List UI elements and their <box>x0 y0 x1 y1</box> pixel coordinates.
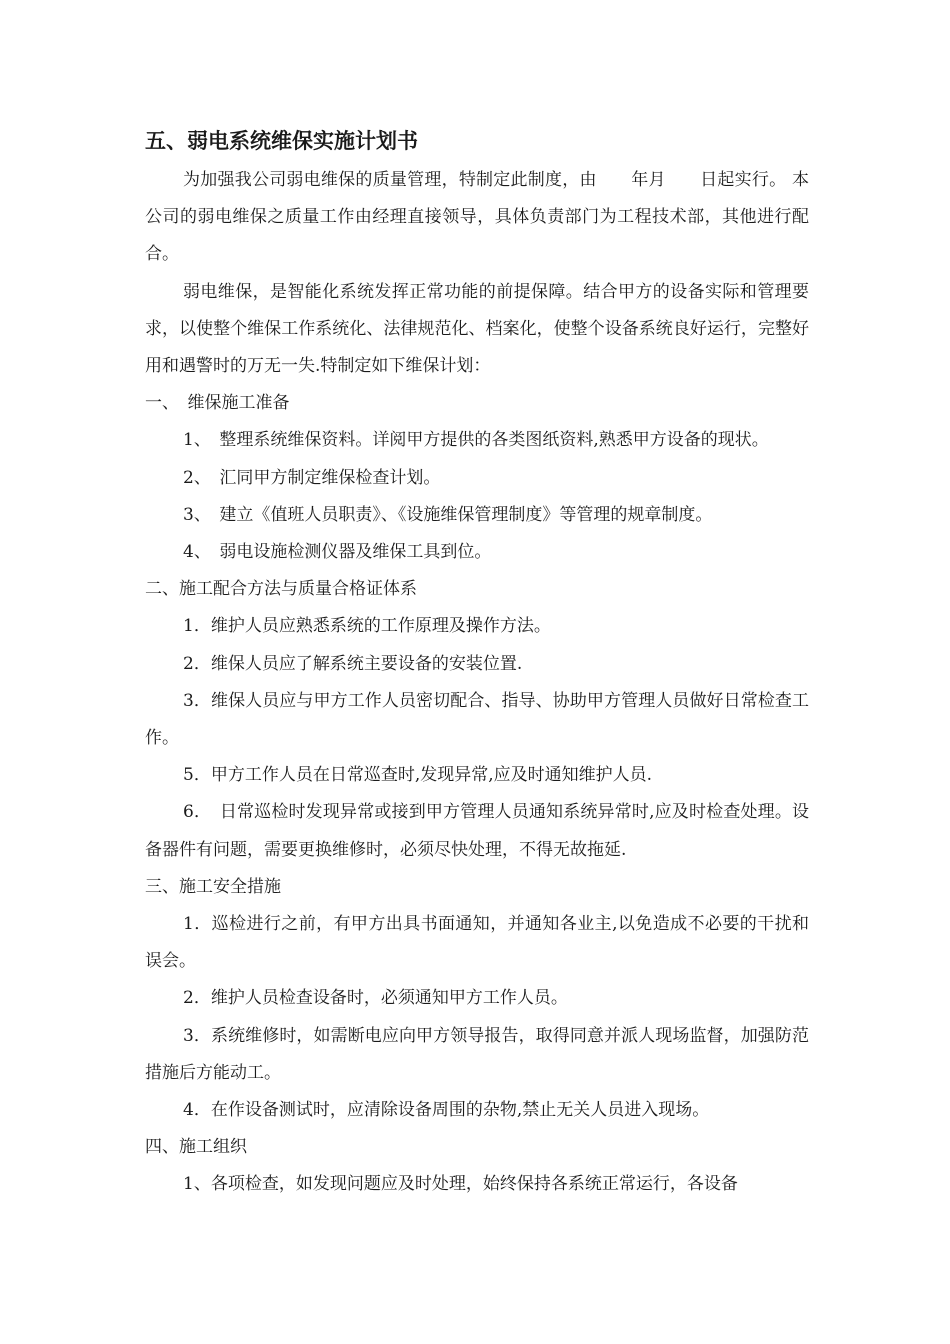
list-item: 3．系统维修时，如需断电应向甲方领导报告，取得同意并派人现场监督，加强防范措施后方能动工。 <box>145 1025 809 1083</box>
paragraph-purpose: 弱电维保，是智能化系统发挥正常功能的前提保障。结合甲方的设备实际和管理要求，以使整个维保工作系统化、法律规范化、档案化，使整个设备系统良好运行，完整好用和遇警时的万无一失.特制定如下维保计划： <box>145 281 809 377</box>
list-item: 3．维保人员应与甲方工作人员密切配合、指导、协助甲方管理人员做好日常检查工作。 <box>145 690 809 749</box>
list-item: 1．巡检进行之前，有甲方出具书面通知，并通知各业主,以免造成不必要的干扰和误会。 <box>145 914 809 972</box>
list-item: 2．维保人员应了解系统主要设备的安装位置. <box>183 653 523 674</box>
paragraph-intro: 为加强我公司弱电维保的质量管理，特制定此制度，由 年月 日起实行。 本公司的弱电维保之质量工作由经理直接领导，具体负责部门为工程技术部，其他进行配合。 <box>145 170 809 265</box>
list-item: 6． 日常巡检时发现异常或接到甲方管理人员通知系统异常时,应及时检查处理。设备器件有问题，需要更换维修时，必须尽快处理，不得无故拖延. <box>145 802 809 860</box>
list-item: 4、 弱电设施检测仪器及维保工具到位。 <box>183 542 492 563</box>
list-item: 4．在作设备测试时，应清除设备周围的杂物,禁止无关人员进入现场。 <box>183 1100 710 1121</box>
list-item: 3、 建立《值班人员职责》、《设施维保管理制度》等管理的规章制度。 <box>183 504 713 525</box>
document-title: 五、弱电系统维保实施计划书 <box>145 128 418 153</box>
list-item: 1、 整理系统维保资料。详阅甲方提供的各类图纸资料,熟悉甲方设备的现状。 <box>183 430 769 451</box>
section-heading-safety: 三、施工安全措施 <box>145 876 281 897</box>
list-item: 2、 汇同甲方制定维保检查计划。 <box>183 467 441 488</box>
document-body <box>145 126 809 1204</box>
section-heading-preparation: 一、 维保施工准备 <box>145 393 290 414</box>
list-item: 1．维护人员应熟悉系统的工作原理及操作方法。 <box>183 616 551 637</box>
list-item: 2．维护人员检查设备时，必须通知甲方工作人员。 <box>183 988 568 1009</box>
section-heading-quality: 二、施工配合方法与质量合格证体系 <box>145 579 417 600</box>
list-item: 5．甲方工作人员在日常巡查时,发现异常,应及时通知维护人员. <box>183 765 653 786</box>
list-item: 1、各项检查，如发现问题应及时处理，始终保持各系统正常运行，各设备 <box>183 1174 738 1195</box>
section-heading-organization: 四、施工组织 <box>145 1137 247 1158</box>
